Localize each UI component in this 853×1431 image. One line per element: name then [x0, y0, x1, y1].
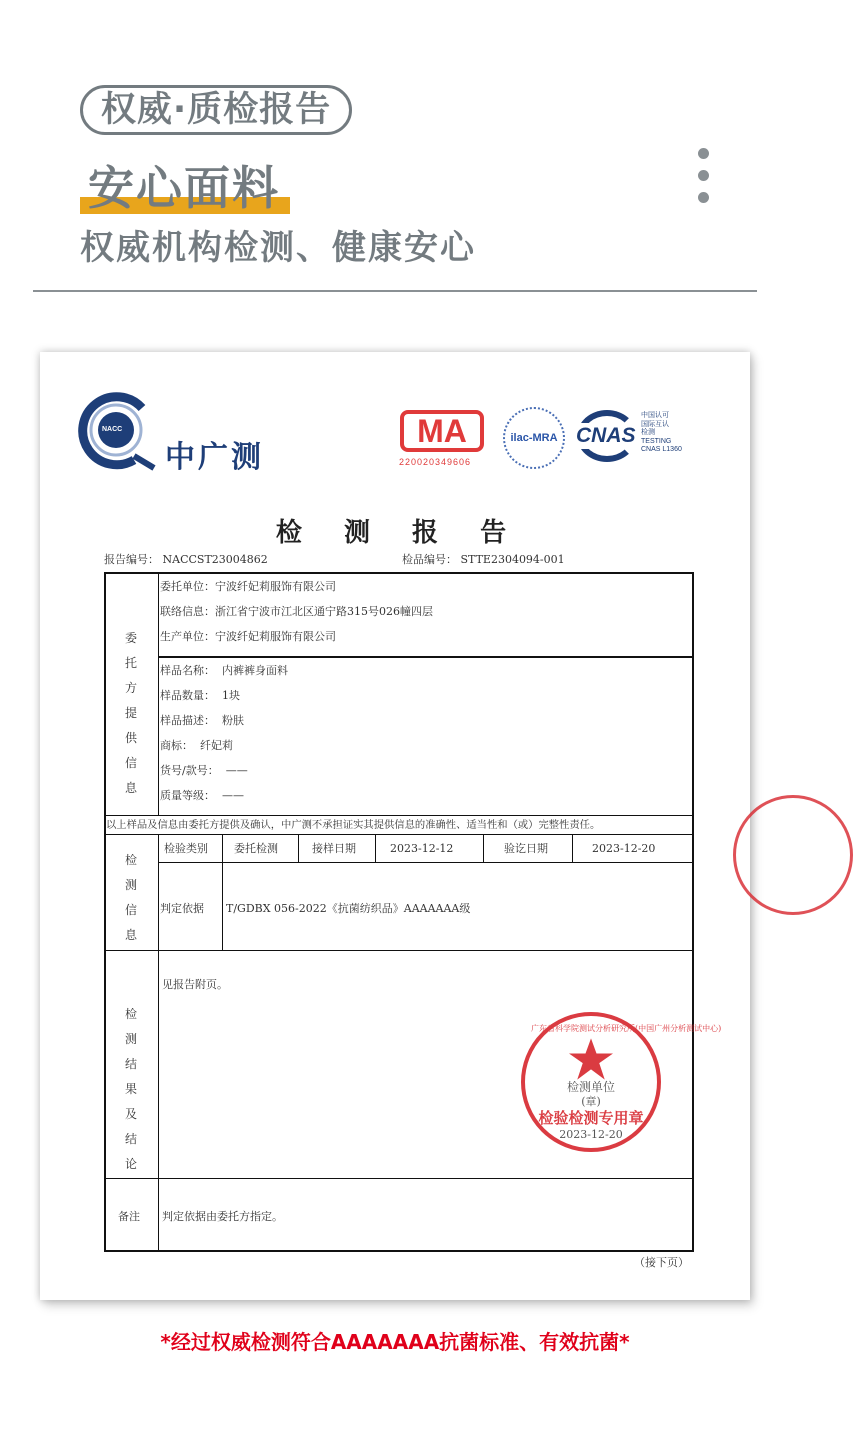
star-icon [569, 1038, 613, 1080]
sample-row: 货号/款号： —— [160, 764, 248, 777]
notes-label: 备注 [118, 1210, 140, 1223]
disclaimer: 以上样品及信息由委托方提供及确认，中广测不承担证实其提供信息的准确性、适当性和（或）完整性责任。 [106, 819, 601, 831]
client-row: 联络信息：浙江省宁波市江北区通宁路315号026幢四层 [160, 605, 433, 618]
test-header-cell: 2023-12-12 [390, 842, 454, 855]
sample-row: 商标： 纤妃莉 [160, 739, 233, 752]
inspection-stamp [521, 1012, 722, 1152]
header-divider [33, 290, 757, 292]
cnas-line: CNAS L1360 [641, 446, 682, 453]
dot-icon [698, 148, 709, 159]
test-header-cell: 接样日期 [312, 842, 356, 855]
stamp-ring-text: 广东省科学院测试分析研究所(中国广州分析测试中心) [531, 1024, 722, 1033]
page-subtitle: 权威机构检测、健康安心 [80, 228, 476, 268]
cnas-line: 中国认可 [641, 412, 669, 419]
result-section-label: 检测结果及结论 [124, 1007, 137, 1171]
nacc-logo [72, 390, 160, 470]
report-no: NACCST23004862 [162, 553, 268, 566]
cnas-line: TESTING [641, 437, 672, 445]
page-title: 安心面料 [88, 161, 280, 215]
test-header-cell: 验讫日期 [504, 842, 548, 855]
result-text: 见报告附页。 [162, 978, 228, 991]
test-header-cell: 检验类别 [164, 842, 208, 855]
test-header-cell: 2023-12-20 [592, 842, 656, 855]
stamp-bottom-text: 检验检测专用章 [538, 1109, 644, 1127]
cma-logo: MA [400, 410, 484, 452]
test-header-cell: 委托检测 [234, 842, 278, 855]
client-section-label: 委托方提供信息 [124, 631, 137, 795]
stamp-date: 2023-12-20 [559, 1128, 623, 1141]
cnas-line: 国际互认 [641, 420, 669, 428]
stamp-seal: (章) [581, 1095, 601, 1108]
sample-row: 样品数量： 1块 [160, 689, 240, 702]
basis-label: 判定依据 [160, 902, 204, 915]
section-badge: 权威·质检报告 [80, 85, 352, 135]
report-title: 检 测 报 告 [275, 518, 515, 548]
cnas-caption [641, 412, 682, 455]
cnas-logo: CNAS [576, 424, 636, 447]
sample-no-label: 检品编号： [402, 553, 457, 566]
stamp-unit: 检测单位 [566, 1080, 615, 1094]
sample-no: STTE2304094-001 [460, 553, 565, 566]
notes-value: 判定依据由委托方指定。 [162, 1210, 283, 1223]
test-section-label: 检测信息 [124, 853, 137, 942]
basis-value: T/GDBX 056-2022《抗菌纺织品》AAAAAAA级 [226, 902, 471, 915]
continued-label: （接下页） [634, 1256, 689, 1269]
client-row: 委托单位：宁波纤妃莉服饰有限公司 [160, 580, 336, 593]
ilac-mra-logo: ilac-MRA [503, 407, 565, 469]
partial-stamp [733, 790, 750, 920]
client-row: 生产单位：宁波纤妃莉服饰有限公司 [160, 630, 336, 643]
sample-row: 样品描述： 粉肤 [160, 714, 244, 727]
sample-row: 样品名称： 内裤裤身面料 [160, 664, 288, 677]
dot-icon [698, 192, 709, 203]
nacc-emblem-text: NACC [102, 426, 123, 433]
cma-number: 220020349606 [399, 457, 472, 467]
cnas-line: 检测 [641, 429, 655, 436]
report-no-label: 报告编号： [104, 553, 159, 566]
sample-row: 质量等级： —— [160, 789, 244, 802]
nacc-logo-name: 中广测 [165, 440, 264, 475]
footer-claim: *经过权威检测符合AAAAAAA抗菌标准、有效抗菌* [160, 1330, 630, 1354]
dot-icon [698, 170, 709, 181]
